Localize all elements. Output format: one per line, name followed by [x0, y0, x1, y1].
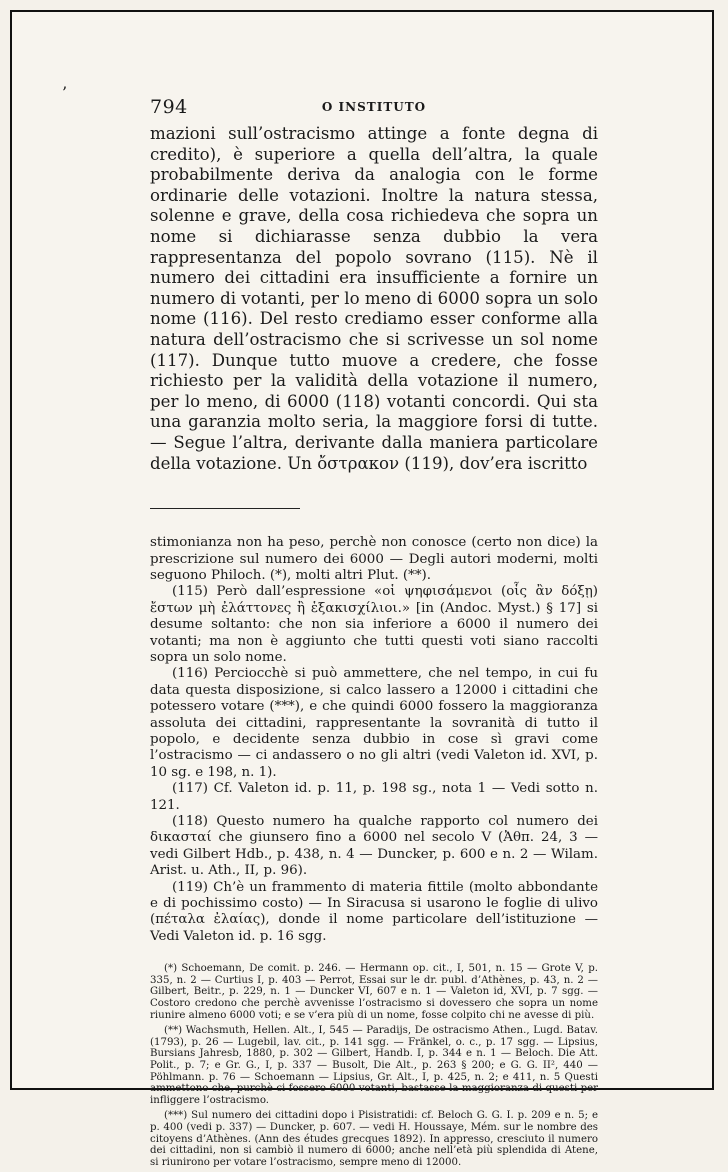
footnote-119: (119) Ch’è un frammento di materia fittile (molto abbondante e di pochissimo costo) — In Siracusa si usarono le foglie di ulivo (πέταλα ἐλαίας), donde il nome particolare dell’istituzione — Vedi Valeton id. p. 16 sgg. — [150, 879, 598, 944]
corner-mark: ’ — [62, 83, 68, 102]
footnote-118: (118) Questo numero ha qualche rapporto col numero dei δικασταί che giunsero fino a 6000 nel secolo V (Ἀθπ. 24, 3 — vedi Gilbert Hdb., p. 438, n. 4 — Duncker, p. 600 e n. 2 — Wilam. Arist. u. Ath., II, p. 96). — [150, 814, 598, 879]
main-text — [150, 124, 598, 474]
footnotes — [150, 535, 598, 945]
sub-footnote-2: (**) Wachsmuth, Hellen. Alt., I, 545 — Paradijs, De ostracismo Athen., Lugd. Batav. (1793), p. 26 — Lugebil, lav. cit., p. 141 sgg. — Fränkel, o. c., p. 17 sgg. — Lipsius, Bursians Jahresb, 1880, p. 302 — Gilbert, Handb. I, p. 344 e n. 1 — Beloch. Die Att. Polit., p. 7; e Gr. G., I, p. 337 — Busolt, Die Alt., p. 263 § 200; e G. G. II², 440 — Pöhlmann. p. 76 — Schoemann — Lipsius, Gr. Alt., I, p. 425, n. 2; e 411, n. 5 Questi ammettono che, purchè ci fossero 6000 votanti, bastasse la maggioranza di questi per infliggere l’ostracismo. — [150, 1025, 598, 1106]
sub-footnote-3: (***) Sul numero dei cittadini dopo i Pisistratidi: cf. Beloch G. G. I. p. 209 e n. 5; e p. 400 (vedi p. 337) — Duncker, p. 607. — vedi H. Houssaye, Mém. sur le nombre des citoyens d’Athènes. (Ann des études grecques 1892). In appresso, cresciuto il numero dei cittadini, non si cambiò il numero di 6000; anche nell’età più splendida di Atene, si riunirono per votare l’ostracismo, sempre meno di 12000. — [150, 1110, 598, 1168]
footnote-115: (115) Però dall’espressione «οἱ ψηφισάμενοι (οἷς ἂν δόξῃ) ἔστων μὴ ἐλάττονες ἢ ἑξακισχίλιοι.» [in (Andoc. Myst.) § 17] si desume soltanto: che non sia inferiore a 6000 il numero dei votanti; ma non è aggiunto che tutti questi voti siano raccolti sopra un solo nome. — [150, 584, 598, 665]
footnote-117: (117) Cf. Valeton id. p. 11, p. 198 sg., nota 1 — Vedi sotto n. 121. — [150, 781, 598, 813]
page-number: 794 — [150, 96, 188, 118]
running-title: O INSTITUTO — [321, 100, 427, 114]
footnote-rule — [150, 508, 300, 509]
book-page — [150, 90, 598, 1172]
sub-footnotes — [150, 963, 598, 1168]
page-header — [150, 90, 598, 124]
main-paragraph: mazioni sull’ostracismo attinge a fonte degna di credito), è superiore a quella dell’altra, la quale probabilmente deriva da analogia con le forme ordinarie delle votazioni. Inoltre la natura stessa, solenne e grave, della cosa richiedeva che sopra un nome si dichiarasse senza dubbio la vera rappresentanza del popolo sovrano (115). Nè il numero dei cittadini era insufficiente a fornire un numero di votanti, per lo meno di 6000 sopra un solo nome (116). Del resto crediamo esser conforme alla natura dell’ostracismo che si scrivesse un sol nome (117). Dunque tutto muove a credere, che fosse richiesto per la validità della votazione il numero, per lo meno, di 6000 (118) votanti concordi. Qui sta una garanzia molto seria, la maggiore forsi di tutte. — Segue l’altra, derivante dalla maniera particolare della votazione. Un ὄστρακον (119), dov’era iscritto — [150, 124, 598, 473]
footnote-continuation: stimonianza non ha peso, perchè non conosce (certo non dice) la prescrizione sul numero dei 6000 — Degli autori moderni, molti seguono Philoch. (*), molti altri Plut. (**). — [150, 535, 598, 583]
sub-footnote-1: (*) Schoemann, De comit. p. 246. — Hermann op. cit., I, 501, n. 15 — Grote V, p. 335, n. 2 — Curtius I, p. 403 — Perrot, Essai sur le dr. publ. d’Athènes, p. 43, n. 2 — Gilbert, Beitr., p. 229, n. 1 — Duncker VI, 607 e n. 1 — Valeton id, XVI, p. 7 sgg. — Costoro credono che perchè avvenisse l’ostracismo si dovessero che sopra un nome riunire almeno 6000 voti; e se v’era più di un nome, fosse colpito chi ne avesse di più. — [150, 963, 598, 1021]
footnote-116: (116) Perciocchè si può ammettere, che nel tempo, in cui fu data questa disposizione, si calco lassero a 12000 i cittadini che potessero votare (***), e che quindi 6000 fossero la maggioranza assoluta dei cittadini, rappresentante la sovranità di tutto il popolo, e decidente senza dubbio in cose sì gravi come l’ostracismo — ci andassero o no gli altri (vedi Valeton id. XVI, p. 10 sg. e 198, n. 1). — [150, 666, 598, 780]
